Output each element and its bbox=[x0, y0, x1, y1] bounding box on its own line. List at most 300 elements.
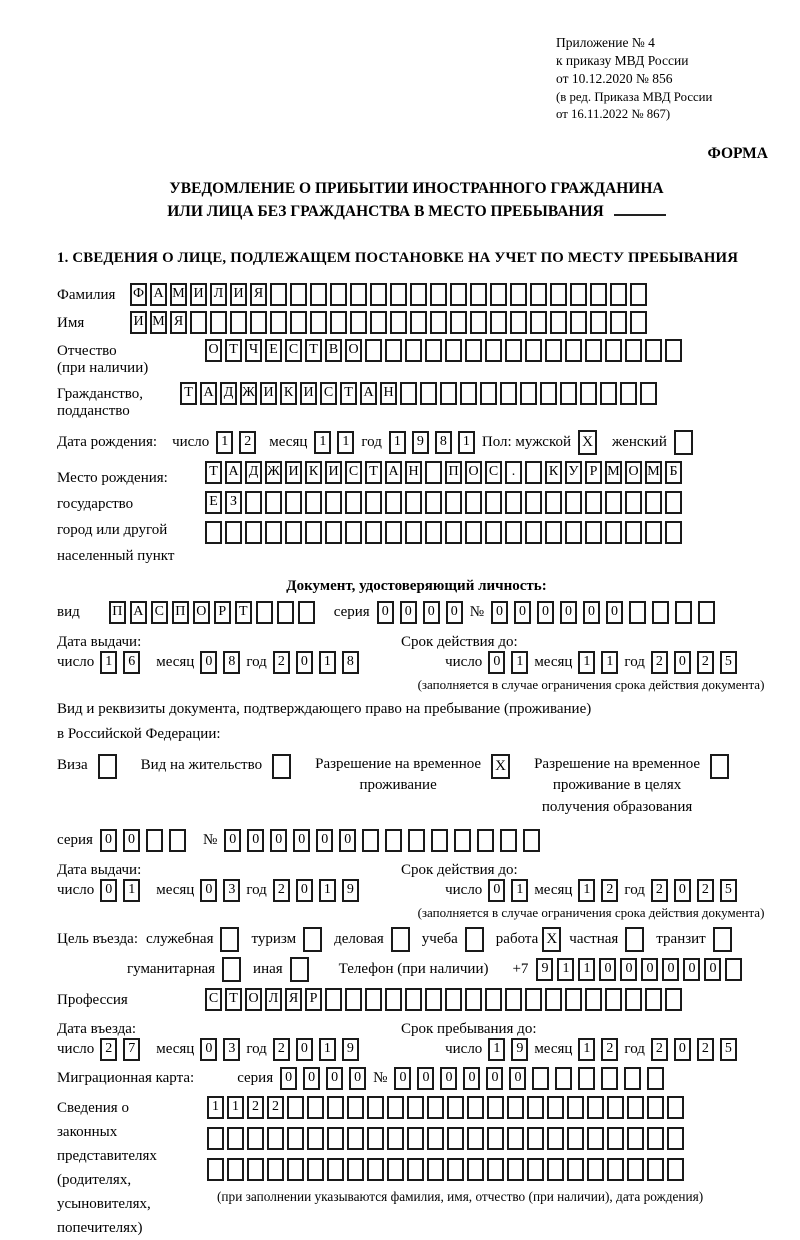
char-cell[interactable]: 2 bbox=[601, 879, 618, 902]
purpose-business-checkbox[interactable] bbox=[391, 927, 410, 952]
char-cell[interactable]: 0 bbox=[339, 829, 356, 852]
char-cell[interactable] bbox=[445, 988, 462, 1011]
char-cell[interactable] bbox=[230, 311, 247, 334]
char-cell[interactable] bbox=[305, 521, 322, 544]
char-cell[interactable] bbox=[205, 521, 222, 544]
char-cell[interactable]: Ф bbox=[130, 283, 147, 306]
char-cell[interactable] bbox=[567, 1127, 584, 1150]
char-cell[interactable]: 0 bbox=[326, 1067, 343, 1090]
char-cell[interactable]: 0 bbox=[296, 651, 313, 674]
char-cell[interactable]: 1 bbox=[578, 879, 595, 902]
char-cell[interactable]: А bbox=[130, 601, 147, 624]
char-cell[interactable]: Н bbox=[380, 382, 397, 405]
char-cell[interactable] bbox=[485, 339, 502, 362]
char-cell[interactable] bbox=[325, 491, 342, 514]
char-cell[interactable] bbox=[587, 1158, 604, 1181]
char-cell[interactable]: Т bbox=[305, 339, 322, 362]
char-cell[interactable]: О bbox=[465, 461, 482, 484]
char-cell[interactable]: О bbox=[625, 461, 642, 484]
char-cell[interactable]: Е bbox=[205, 491, 222, 514]
char-cell[interactable]: 1 bbox=[389, 431, 406, 454]
char-cell[interactable]: Ч bbox=[245, 339, 262, 362]
char-cell[interactable] bbox=[485, 491, 502, 514]
char-cell[interactable] bbox=[565, 491, 582, 514]
char-cell[interactable] bbox=[350, 311, 367, 334]
char-cell[interactable]: 0 bbox=[200, 1038, 217, 1061]
char-cell[interactable] bbox=[600, 382, 617, 405]
char-cell[interactable]: 1 bbox=[100, 651, 117, 674]
char-cell[interactable] bbox=[647, 1127, 664, 1150]
char-cell[interactable]: Т bbox=[225, 339, 242, 362]
char-cell[interactable]: 2 bbox=[651, 879, 668, 902]
char-cell[interactable] bbox=[365, 988, 382, 1011]
char-cell[interactable] bbox=[287, 1127, 304, 1150]
char-cell[interactable] bbox=[590, 311, 607, 334]
char-cell[interactable] bbox=[525, 339, 542, 362]
char-cell[interactable]: 9 bbox=[511, 1038, 528, 1061]
char-cell[interactable]: И bbox=[190, 283, 207, 306]
char-cell[interactable] bbox=[305, 491, 322, 514]
char-cell[interactable] bbox=[467, 1127, 484, 1150]
char-cell[interactable]: С bbox=[205, 988, 222, 1011]
char-cell[interactable]: 1 bbox=[578, 651, 595, 674]
char-cell[interactable] bbox=[485, 988, 502, 1011]
char-cell[interactable]: 2 bbox=[651, 1038, 668, 1061]
char-cell[interactable] bbox=[450, 283, 467, 306]
char-cell[interactable] bbox=[477, 829, 494, 852]
char-cell[interactable] bbox=[630, 283, 647, 306]
char-cell[interactable]: 2 bbox=[100, 1038, 117, 1061]
char-cell[interactable]: Р bbox=[214, 601, 231, 624]
char-cell[interactable]: У bbox=[565, 461, 582, 484]
char-cell[interactable] bbox=[585, 339, 602, 362]
char-cell[interactable] bbox=[578, 1067, 595, 1090]
char-cell[interactable]: 0 bbox=[486, 1067, 503, 1090]
char-cell[interactable] bbox=[527, 1158, 544, 1181]
char-cell[interactable]: 0 bbox=[463, 1067, 480, 1090]
char-cell[interactable] bbox=[545, 988, 562, 1011]
char-cell[interactable] bbox=[547, 1096, 564, 1119]
char-cell[interactable] bbox=[610, 311, 627, 334]
char-cell[interactable] bbox=[627, 1096, 644, 1119]
char-cell[interactable]: 0 bbox=[641, 958, 658, 981]
char-cell[interactable] bbox=[290, 311, 307, 334]
char-cell[interactable] bbox=[347, 1158, 364, 1181]
char-cell[interactable]: 0 bbox=[200, 651, 217, 674]
char-cell[interactable]: Д bbox=[245, 461, 262, 484]
char-cell[interactable] bbox=[345, 521, 362, 544]
char-cell[interactable] bbox=[447, 1127, 464, 1150]
char-cell[interactable] bbox=[454, 829, 471, 852]
char-cell[interactable] bbox=[277, 601, 294, 624]
char-cell[interactable]: 0 bbox=[270, 829, 287, 852]
char-cell[interactable]: 0 bbox=[296, 1038, 313, 1061]
char-cell[interactable]: 0 bbox=[423, 601, 440, 624]
char-cell[interactable]: 0 bbox=[509, 1067, 526, 1090]
char-cell[interactable] bbox=[505, 491, 522, 514]
char-cell[interactable] bbox=[645, 339, 662, 362]
char-cell[interactable] bbox=[640, 382, 657, 405]
char-cell[interactable]: М bbox=[645, 461, 662, 484]
char-cell[interactable]: В bbox=[325, 339, 342, 362]
char-cell[interactable]: 0 bbox=[377, 601, 394, 624]
char-cell[interactable]: 1 bbox=[319, 651, 336, 674]
char-cell[interactable]: 0 bbox=[674, 879, 691, 902]
char-cell[interactable] bbox=[500, 382, 517, 405]
char-cell[interactable] bbox=[565, 988, 582, 1011]
char-cell[interactable]: Т bbox=[235, 601, 252, 624]
char-cell[interactable] bbox=[227, 1127, 244, 1150]
char-cell[interactable] bbox=[405, 521, 422, 544]
char-cell[interactable]: Д bbox=[220, 382, 237, 405]
char-cell[interactable] bbox=[270, 311, 287, 334]
char-cell[interactable]: 0 bbox=[280, 1067, 297, 1090]
char-cell[interactable]: 0 bbox=[674, 651, 691, 674]
char-cell[interactable] bbox=[431, 829, 448, 852]
char-cell[interactable] bbox=[370, 311, 387, 334]
char-cell[interactable]: 0 bbox=[123, 829, 140, 852]
char-cell[interactable] bbox=[245, 491, 262, 514]
char-cell[interactable]: 0 bbox=[606, 601, 623, 624]
char-cell[interactable]: Н bbox=[405, 461, 422, 484]
char-cell[interactable] bbox=[505, 988, 522, 1011]
char-cell[interactable] bbox=[570, 311, 587, 334]
char-cell[interactable]: К bbox=[280, 382, 297, 405]
char-cell[interactable] bbox=[445, 339, 462, 362]
char-cell[interactable]: 0 bbox=[488, 879, 505, 902]
char-cell[interactable]: 2 bbox=[273, 651, 290, 674]
char-cell[interactable]: 3 bbox=[223, 1038, 240, 1061]
purpose-official-checkbox[interactable] bbox=[220, 927, 239, 952]
char-cell[interactable]: 1 bbox=[319, 879, 336, 902]
char-cell[interactable] bbox=[367, 1096, 384, 1119]
char-cell[interactable] bbox=[460, 382, 477, 405]
char-cell[interactable] bbox=[190, 311, 207, 334]
char-cell[interactable] bbox=[465, 339, 482, 362]
char-cell[interactable]: Ж bbox=[240, 382, 257, 405]
char-cell[interactable] bbox=[485, 521, 502, 544]
char-cell[interactable] bbox=[527, 1127, 544, 1150]
char-cell[interactable] bbox=[327, 1127, 344, 1150]
purpose-work-checkbox[interactable]: X bbox=[542, 927, 561, 952]
char-cell[interactable] bbox=[625, 491, 642, 514]
char-cell[interactable] bbox=[545, 339, 562, 362]
char-cell[interactable] bbox=[550, 311, 567, 334]
char-cell[interactable] bbox=[267, 1127, 284, 1150]
char-cell[interactable] bbox=[625, 988, 642, 1011]
char-cell[interactable]: А bbox=[385, 461, 402, 484]
char-cell[interactable] bbox=[347, 1096, 364, 1119]
char-cell[interactable] bbox=[625, 521, 642, 544]
char-cell[interactable] bbox=[607, 1127, 624, 1150]
char-cell[interactable]: 1 bbox=[337, 431, 354, 454]
char-cell[interactable] bbox=[590, 283, 607, 306]
char-cell[interactable]: 8 bbox=[435, 431, 452, 454]
char-cell[interactable]: 0 bbox=[440, 1067, 457, 1090]
char-cell[interactable] bbox=[365, 521, 382, 544]
char-cell[interactable]: И bbox=[260, 382, 277, 405]
char-cell[interactable] bbox=[370, 283, 387, 306]
char-cell[interactable]: 0 bbox=[349, 1067, 366, 1090]
char-cell[interactable] bbox=[605, 988, 622, 1011]
char-cell[interactable] bbox=[465, 491, 482, 514]
char-cell[interactable] bbox=[487, 1127, 504, 1150]
char-cell[interactable] bbox=[610, 283, 627, 306]
char-cell[interactable]: 1 bbox=[578, 1038, 595, 1061]
char-cell[interactable] bbox=[540, 382, 557, 405]
char-cell[interactable] bbox=[665, 521, 682, 544]
char-cell[interactable] bbox=[605, 521, 622, 544]
char-cell[interactable]: М bbox=[170, 283, 187, 306]
char-cell[interactable]: 1 bbox=[578, 958, 595, 981]
char-cell[interactable] bbox=[467, 1158, 484, 1181]
char-cell[interactable] bbox=[470, 283, 487, 306]
char-cell[interactable]: 3 bbox=[223, 879, 240, 902]
char-cell[interactable]: 0 bbox=[514, 601, 531, 624]
char-cell[interactable] bbox=[405, 339, 422, 362]
char-cell[interactable] bbox=[247, 1127, 264, 1150]
char-cell[interactable]: 2 bbox=[601, 1038, 618, 1061]
char-cell[interactable] bbox=[385, 491, 402, 514]
char-cell[interactable]: 0 bbox=[100, 879, 117, 902]
char-cell[interactable]: 8 bbox=[223, 651, 240, 674]
char-cell[interactable] bbox=[625, 339, 642, 362]
char-cell[interactable] bbox=[445, 521, 462, 544]
char-cell[interactable]: 8 bbox=[342, 651, 359, 674]
char-cell[interactable] bbox=[487, 1096, 504, 1119]
char-cell[interactable]: 2 bbox=[273, 1038, 290, 1061]
purpose-private-checkbox[interactable] bbox=[625, 927, 644, 952]
char-cell[interactable] bbox=[567, 1158, 584, 1181]
char-cell[interactable] bbox=[325, 521, 342, 544]
char-cell[interactable]: П bbox=[445, 461, 462, 484]
char-cell[interactable]: 1 bbox=[458, 431, 475, 454]
char-cell[interactable]: 0 bbox=[200, 879, 217, 902]
char-cell[interactable]: 1 bbox=[314, 431, 331, 454]
char-cell[interactable] bbox=[667, 1096, 684, 1119]
char-cell[interactable]: 9 bbox=[536, 958, 553, 981]
char-cell[interactable] bbox=[585, 521, 602, 544]
char-cell[interactable] bbox=[620, 382, 637, 405]
char-cell[interactable] bbox=[647, 1067, 664, 1090]
char-cell[interactable] bbox=[530, 283, 547, 306]
char-cell[interactable] bbox=[445, 491, 462, 514]
char-cell[interactable]: 0 bbox=[662, 958, 679, 981]
char-cell[interactable] bbox=[525, 461, 542, 484]
char-cell[interactable]: 0 bbox=[247, 829, 264, 852]
char-cell[interactable] bbox=[330, 311, 347, 334]
char-cell[interactable] bbox=[298, 601, 315, 624]
char-cell[interactable] bbox=[407, 1096, 424, 1119]
char-cell[interactable]: 2 bbox=[697, 651, 714, 674]
char-cell[interactable] bbox=[425, 521, 442, 544]
char-cell[interactable] bbox=[267, 1158, 284, 1181]
char-cell[interactable]: 0 bbox=[293, 829, 310, 852]
char-cell[interactable] bbox=[725, 958, 742, 981]
char-cell[interactable] bbox=[345, 988, 362, 1011]
char-cell[interactable]: 2 bbox=[239, 431, 256, 454]
char-cell[interactable] bbox=[630, 311, 647, 334]
char-cell[interactable] bbox=[367, 1127, 384, 1150]
char-cell[interactable]: 9 bbox=[342, 879, 359, 902]
char-cell[interactable] bbox=[287, 1096, 304, 1119]
char-cell[interactable]: Я bbox=[170, 311, 187, 334]
char-cell[interactable] bbox=[570, 283, 587, 306]
char-cell[interactable]: 1 bbox=[511, 879, 528, 902]
char-cell[interactable] bbox=[505, 521, 522, 544]
char-cell[interactable]: 1 bbox=[488, 1038, 505, 1061]
char-cell[interactable] bbox=[245, 521, 262, 544]
char-cell[interactable]: 9 bbox=[412, 431, 429, 454]
char-cell[interactable]: О bbox=[205, 339, 222, 362]
char-cell[interactable]: 9 bbox=[342, 1038, 359, 1061]
char-cell[interactable]: 5 bbox=[720, 879, 737, 902]
char-cell[interactable]: 0 bbox=[674, 1038, 691, 1061]
purpose-transit-checkbox[interactable] bbox=[713, 927, 732, 952]
char-cell[interactable] bbox=[587, 1096, 604, 1119]
char-cell[interactable] bbox=[507, 1127, 524, 1150]
char-cell[interactable] bbox=[500, 829, 517, 852]
char-cell[interactable] bbox=[345, 491, 362, 514]
char-cell[interactable] bbox=[665, 988, 682, 1011]
char-cell[interactable] bbox=[427, 1158, 444, 1181]
char-cell[interactable]: П bbox=[109, 601, 126, 624]
char-cell[interactable] bbox=[169, 829, 186, 852]
char-cell[interactable]: 1 bbox=[511, 651, 528, 674]
char-cell[interactable]: . bbox=[505, 461, 522, 484]
char-cell[interactable] bbox=[567, 1096, 584, 1119]
char-cell[interactable]: Л bbox=[210, 283, 227, 306]
char-cell[interactable]: 1 bbox=[207, 1096, 224, 1119]
char-cell[interactable] bbox=[327, 1096, 344, 1119]
char-cell[interactable] bbox=[387, 1096, 404, 1119]
char-cell[interactable] bbox=[647, 1158, 664, 1181]
char-cell[interactable]: 0 bbox=[296, 879, 313, 902]
char-cell[interactable] bbox=[405, 988, 422, 1011]
char-cell[interactable] bbox=[560, 382, 577, 405]
char-cell[interactable] bbox=[525, 521, 542, 544]
char-cell[interactable]: 0 bbox=[537, 601, 554, 624]
char-cell[interactable] bbox=[523, 829, 540, 852]
char-cell[interactable]: 0 bbox=[620, 958, 637, 981]
char-cell[interactable] bbox=[645, 521, 662, 544]
char-cell[interactable] bbox=[467, 1096, 484, 1119]
char-cell[interactable] bbox=[410, 283, 427, 306]
temp-residence-checkbox[interactable]: X bbox=[491, 754, 510, 779]
char-cell[interactable] bbox=[420, 382, 437, 405]
char-cell[interactable]: Т bbox=[180, 382, 197, 405]
char-cell[interactable]: К bbox=[305, 461, 322, 484]
visa-checkbox[interactable] bbox=[98, 754, 117, 779]
char-cell[interactable] bbox=[550, 283, 567, 306]
char-cell[interactable]: З bbox=[225, 491, 242, 514]
char-cell[interactable]: А bbox=[150, 283, 167, 306]
char-cell[interactable] bbox=[585, 491, 602, 514]
char-cell[interactable] bbox=[580, 382, 597, 405]
char-cell[interactable] bbox=[407, 1158, 424, 1181]
char-cell[interactable] bbox=[367, 1158, 384, 1181]
char-cell[interactable]: М bbox=[605, 461, 622, 484]
char-cell[interactable]: Р bbox=[305, 988, 322, 1011]
char-cell[interactable] bbox=[307, 1158, 324, 1181]
char-cell[interactable] bbox=[427, 1096, 444, 1119]
char-cell[interactable]: Е bbox=[265, 339, 282, 362]
char-cell[interactable] bbox=[265, 521, 282, 544]
char-cell[interactable] bbox=[652, 601, 669, 624]
char-cell[interactable]: И bbox=[130, 311, 147, 334]
char-cell[interactable] bbox=[510, 311, 527, 334]
char-cell[interactable] bbox=[285, 491, 302, 514]
char-cell[interactable] bbox=[667, 1158, 684, 1181]
char-cell[interactable] bbox=[490, 311, 507, 334]
char-cell[interactable] bbox=[450, 311, 467, 334]
char-cell[interactable]: Р bbox=[585, 461, 602, 484]
char-cell[interactable] bbox=[507, 1096, 524, 1119]
char-cell[interactable] bbox=[287, 1158, 304, 1181]
char-cell[interactable] bbox=[330, 283, 347, 306]
char-cell[interactable] bbox=[430, 283, 447, 306]
char-cell[interactable] bbox=[390, 311, 407, 334]
char-cell[interactable]: 0 bbox=[446, 601, 463, 624]
char-cell[interactable] bbox=[607, 1158, 624, 1181]
char-cell[interactable]: А bbox=[360, 382, 377, 405]
char-cell[interactable]: 2 bbox=[247, 1096, 264, 1119]
char-cell[interactable]: 0 bbox=[599, 958, 616, 981]
char-cell[interactable] bbox=[545, 521, 562, 544]
char-cell[interactable] bbox=[487, 1158, 504, 1181]
char-cell[interactable]: 0 bbox=[303, 1067, 320, 1090]
char-cell[interactable] bbox=[665, 339, 682, 362]
char-cell[interactable] bbox=[430, 311, 447, 334]
char-cell[interactable] bbox=[465, 988, 482, 1011]
char-cell[interactable] bbox=[425, 339, 442, 362]
char-cell[interactable] bbox=[507, 1158, 524, 1181]
char-cell[interactable]: Л bbox=[265, 988, 282, 1011]
char-cell[interactable] bbox=[290, 283, 307, 306]
char-cell[interactable] bbox=[427, 1127, 444, 1150]
char-cell[interactable] bbox=[605, 491, 622, 514]
char-cell[interactable] bbox=[585, 988, 602, 1011]
char-cell[interactable]: 1 bbox=[557, 958, 574, 981]
char-cell[interactable] bbox=[207, 1127, 224, 1150]
char-cell[interactable]: Т bbox=[225, 988, 242, 1011]
char-cell[interactable]: 0 bbox=[100, 829, 117, 852]
char-cell[interactable]: Я bbox=[250, 283, 267, 306]
purpose-study-checkbox[interactable] bbox=[465, 927, 484, 952]
char-cell[interactable]: С bbox=[485, 461, 502, 484]
char-cell[interactable]: И bbox=[325, 461, 342, 484]
char-cell[interactable] bbox=[627, 1158, 644, 1181]
char-cell[interactable] bbox=[407, 1127, 424, 1150]
residence-permit-checkbox[interactable] bbox=[272, 754, 291, 779]
char-cell[interactable]: 0 bbox=[560, 601, 577, 624]
char-cell[interactable]: 2 bbox=[697, 1038, 714, 1061]
char-cell[interactable] bbox=[645, 491, 662, 514]
char-cell[interactable]: Т bbox=[340, 382, 357, 405]
char-cell[interactable] bbox=[227, 1158, 244, 1181]
char-cell[interactable] bbox=[210, 311, 227, 334]
char-cell[interactable]: Ж bbox=[265, 461, 282, 484]
char-cell[interactable]: А bbox=[200, 382, 217, 405]
char-cell[interactable] bbox=[365, 339, 382, 362]
char-cell[interactable] bbox=[347, 1127, 364, 1150]
char-cell[interactable] bbox=[565, 339, 582, 362]
char-cell[interactable]: 0 bbox=[417, 1067, 434, 1090]
char-cell[interactable] bbox=[627, 1127, 644, 1150]
char-cell[interactable] bbox=[698, 601, 715, 624]
char-cell[interactable] bbox=[527, 1096, 544, 1119]
char-cell[interactable] bbox=[520, 382, 537, 405]
